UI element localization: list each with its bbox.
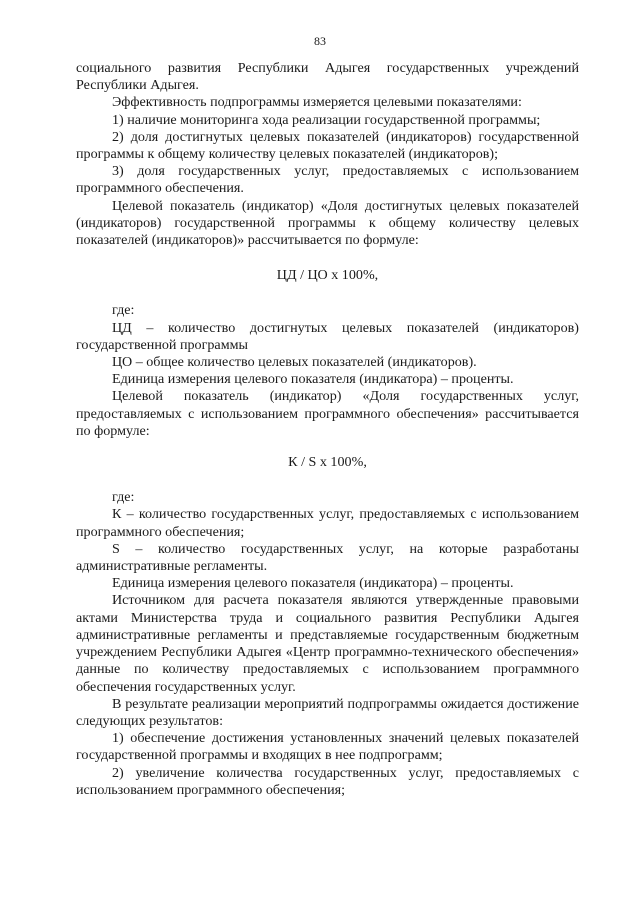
variable-k: К – количество государственных услуг, предоставляемых с использованием программного обеспечения; — [76, 506, 579, 540]
unit-1: Единица измерения целевого показателя (индикатора) – проценты. — [112, 371, 514, 388]
body-text — [76, 60, 579, 799]
formula-1: ЦД / ЦО х 100%, — [276, 267, 379, 284]
variable-s: S – количество государственных услуг, на которые разработаны административные регламенты. — [76, 540, 579, 575]
list-item-1: 1) наличие мониторинга хода реализации государственной программы; — [112, 111, 541, 128]
result-item-1: 1) обеспечение достижения установленных значений целевых показателей государственной программы и входящих в нее подпрограмм; — [76, 730, 579, 764]
paragraph-source: Источником для расчета показателя являются утвержденные правовыми актами Министерства труда и социального развития Республики Адыгея административные регламенты и представляемые государственным бюджетным учреждением Республики Адыгея «Центр программно-технического обеспечения» данные по количеству предоставляемых с использованием программного обеспечения государственных услуг. — [76, 592, 579, 695]
paragraph-continuation: социального развития Республики Адыгея государственных учреждений Республики Адыгея. — [76, 60, 579, 94]
unit-2: Единица измерения целевого показателя (индикатора) – проценты. — [112, 575, 514, 592]
paragraph-indicator-1-def: Целевой показатель (индикатор) «Доля достигнутых целевых показателей (индикаторов) государственной программы к общему количеству целевых показателей (индикаторов)» рассчитывается по формуле: — [76, 197, 579, 249]
paragraph-indicator-2-def: Целевой показатель (индикатор) «Доля государственных услуг, предоставляемых с использованием программного обеспечения» рассчитывается по формуле: — [76, 388, 579, 439]
paragraph-indicators-intro: Эффективность подпрограммы измеряется целевыми показателями: — [112, 94, 522, 111]
paragraph-results-intro: В результате реализации мероприятий подпрограммы ожидается достижение следующих результатов: — [76, 695, 579, 729]
list-item-3: 3) доля государственных услуг, предоставляемых с использованием программного обеспечения. — [76, 163, 579, 197]
formula-2: К / S х 100%, — [288, 454, 367, 471]
where-label-2: где: — [112, 489, 135, 506]
page-number: 83 — [314, 34, 326, 48]
variable-co: ЦО – общее количество целевых показателей (индикаторов). — [112, 354, 477, 371]
variable-cd: ЦД – количество достигнутых целевых показателей (индикаторов) государственной программы — [76, 319, 579, 353]
list-item-2: 2) доля достигнутых целевых показателей (индикаторов) государственной программы к общему количеству целевых показателей (индикаторов); — [76, 128, 579, 163]
result-item-2: 2) увеличение количества государственных услуг, предоставляемых с использованием программного обеспечения; — [76, 764, 579, 798]
where-label-1: где: — [112, 302, 135, 319]
